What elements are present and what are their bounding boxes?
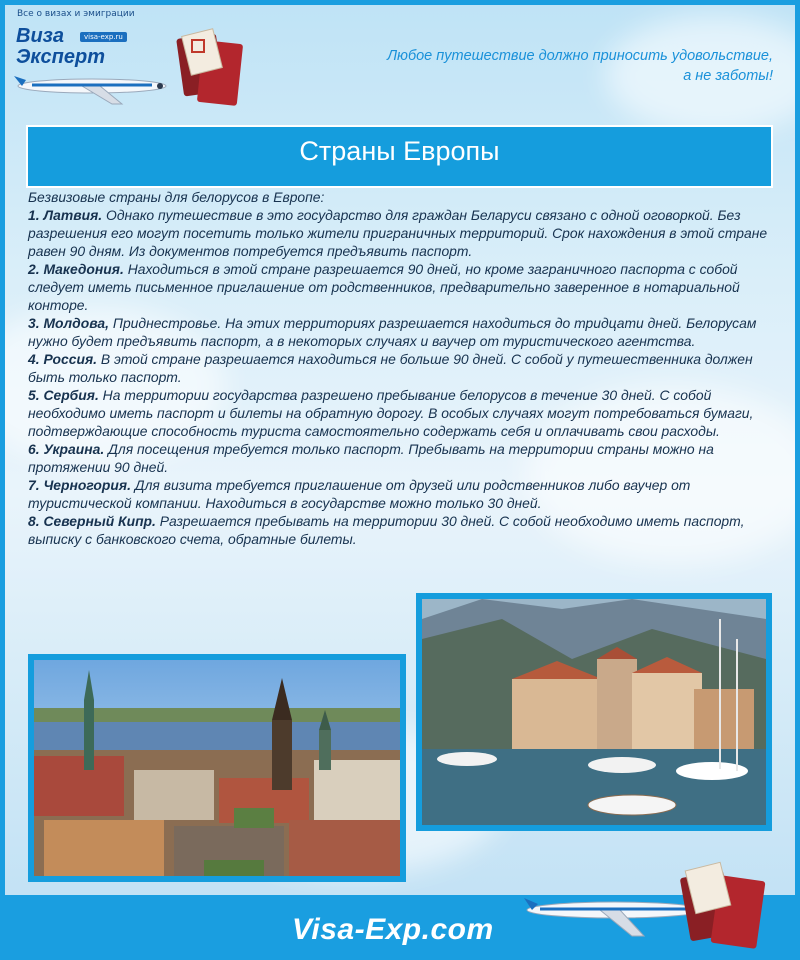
list-item: 7. Черногория. Для визита требуется приглашение от друзей или родственников либо ваучер от туристической компании. Находиться в государстве можно только 30 дней. [28, 477, 691, 511]
list-item: 2. Македония. Находиться в этой стране разрешается 90 дней, но кроме заграничного паспорта с собой следует иметь письменное приглашение от родственников, предварительно заверенное в нотариальной конторе. [28, 261, 740, 313]
list-item: 4. Россия. В этой стране разрешается находиться не больше 90 дней. С собой у путешественника должен быть только паспорт. [28, 351, 753, 385]
list-item: 8. Северный Кипр. Разрешается пребывать на территории 30 дней. С собой необходимо иметь паспорт, выписку с банковского счета, обратные билеты. [28, 513, 745, 547]
passports-icon [170, 22, 250, 112]
montenegro-photo [416, 593, 772, 831]
list-item: 1. Латвия. Однако путешествие в это государство для граждан Беларуси связано с одной оговоркой. Без разрешения его могут посетить только жители приграничных территорий. Срок нахождения в этой стране равен 90 дням. Из документов потребуется предъявить паспорт. [28, 207, 768, 259]
footer-airplane-icon [520, 860, 790, 955]
riga-photo [28, 654, 406, 882]
article-text [28, 188, 773, 548]
list-item: 3. Молдова, Приднестровье. На этих территориях разрешается находиться до тридцати дней. Белорусам нужно будет предъявить паспорт, а в некоторых случаях и ваучер от туристического агентства. [28, 315, 757, 349]
airplane-icon [12, 62, 172, 107]
list-item: 6. Украина. Для посещения требуется только паспорт. Пребывать на территории страны можно на протяжении 90 дней. [28, 441, 714, 475]
footer-site-name[interactable]: Visa-Exp.com [292, 913, 494, 946]
logo-title: Виза Эксперт [16, 25, 105, 68]
site-tagline: Все о визах и эмиграции [17, 9, 135, 19]
page-title: Страны Европы [26, 125, 773, 188]
slogan: Любое путешествие должно приносить удовольствие, а не заботы! [387, 48, 773, 84]
list-item: 5. Сербия. На территории государства разрешено пребывание белорусов в течение 30 дней. С собой необходимо иметь паспорт и билеты на обратную дорогу. В особых случаях могут потребоваться бумаги, подтверждающие способность туриста самостоятельно содержать себя и оплачивать свои расходы. [28, 387, 754, 439]
logo-url: visa-exp.ru [80, 32, 127, 42]
site-logo[interactable] [10, 22, 250, 122]
article-intro: Безвизовые страны для белорусов в Европе: [28, 189, 325, 205]
